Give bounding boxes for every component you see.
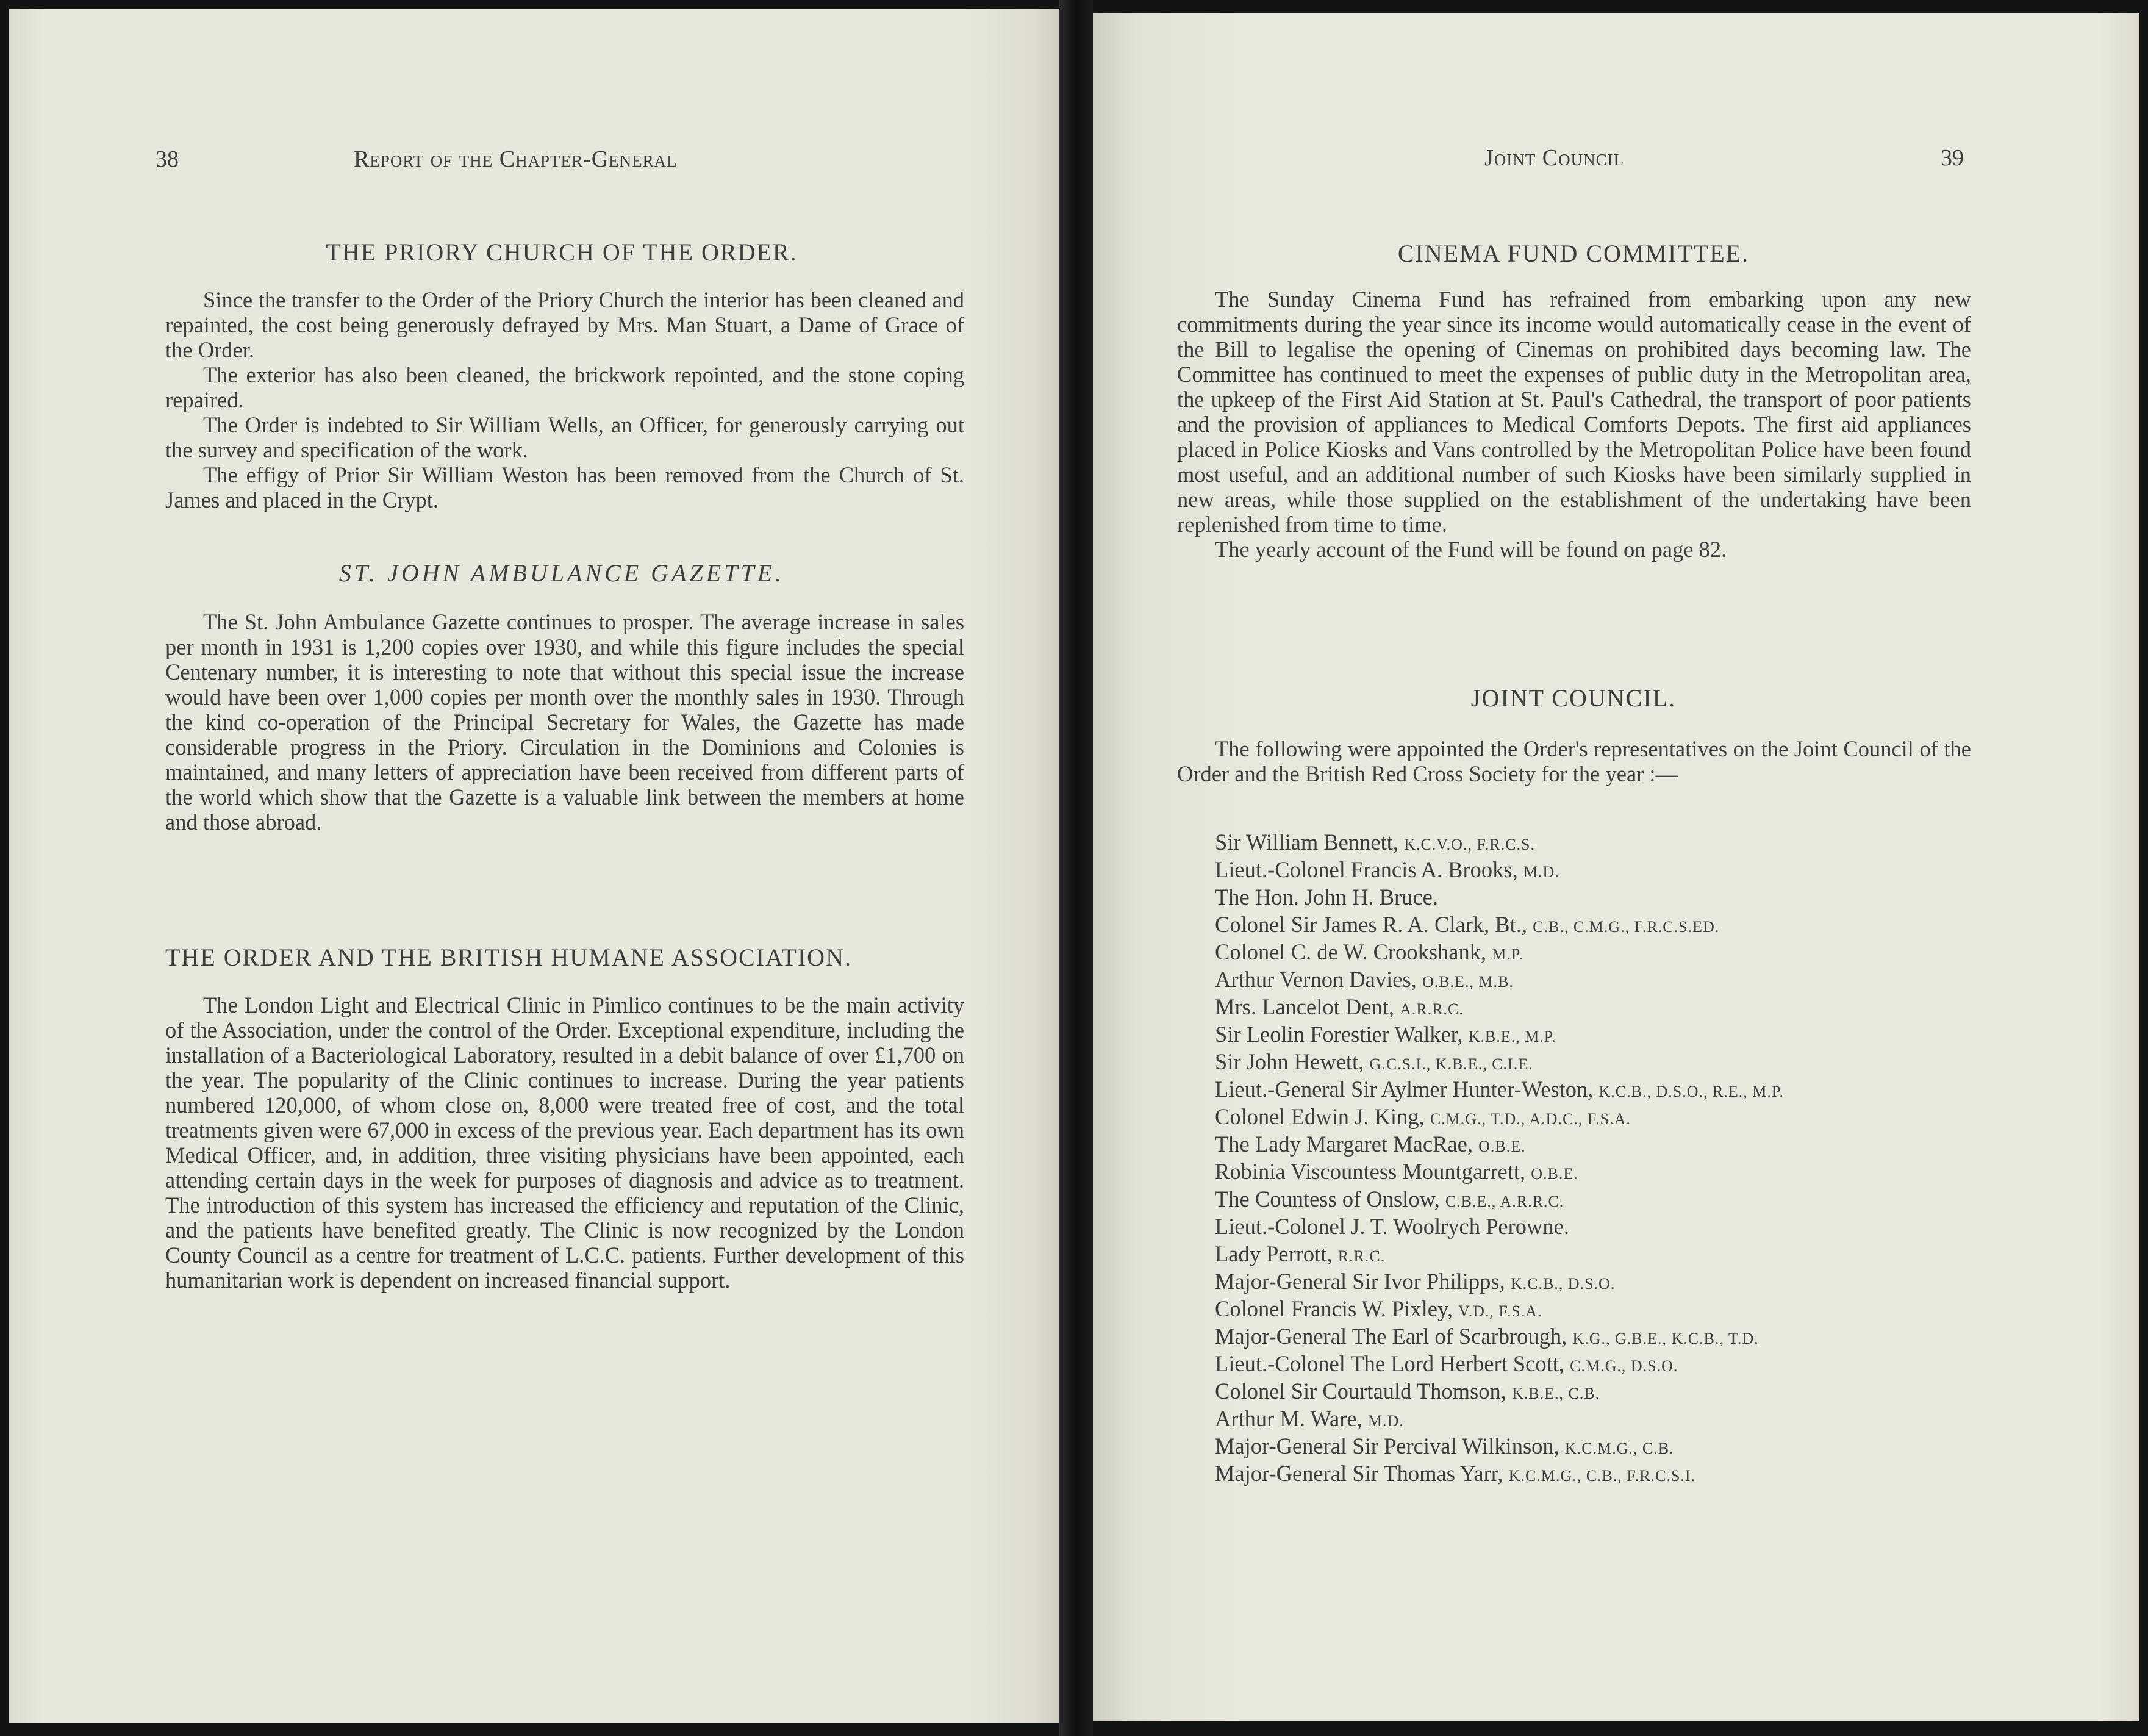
section-body — [165, 992, 964, 1293]
member-name: Major-General Sir Ivor Philipps, — [1215, 1269, 1505, 1294]
paragraph: The St. John Ambulance Gazette continues to prosper. The average increase in sales per month in 1931 is 1,200 copies over 1930, and while this figure includes the special Centenary number, it is interesting to note that without this special issue the increase would have been over 1,000 copies per month over the monthly sales in 1930. Through the kind co-operation of the Principal Secretary for Wales, the Gazette has made considerable progress in the Priory. Circulation in the Dominions and Colonies is maintained, and many letters of appreciation have been received from different parts of the world which show that the Gazette is a valuable link between the members at home and those abroad. — [165, 609, 964, 834]
page-number: 39 — [1941, 145, 1964, 171]
member-name: Sir William Bennett, — [1215, 830, 1398, 855]
member-entry — [1215, 1406, 1784, 1433]
member-name: The Hon. John H. Bruce. — [1215, 884, 1438, 909]
member-entry — [1215, 1324, 1784, 1351]
section-body — [1177, 736, 1971, 786]
left-page — [9, 9, 1059, 1723]
member-name: Lieut.-Colonel Francis A. Brooks, — [1215, 857, 1518, 882]
member-name: Lieut.-General Sir Aylmer Hunter-Weston, — [1215, 1077, 1594, 1102]
member-name: Arthur M. Ware, — [1215, 1406, 1362, 1431]
section-body — [1177, 287, 1971, 562]
member-honours: A.R.R.C. — [1400, 1000, 1464, 1018]
member-entry — [1215, 857, 1784, 884]
member-honours: K.B.E., C.B. — [1512, 1385, 1600, 1402]
member-entry — [1215, 1461, 1784, 1488]
member-entry — [1215, 1433, 1784, 1461]
member-name: Major-General Sir Thomas Yarr, — [1215, 1461, 1503, 1486]
member-honours: M.D. — [1367, 1412, 1404, 1430]
member-name: Colonel C. de W. Crookshank, — [1215, 939, 1487, 964]
member-name: Sir Leolin Forestier Walker, — [1215, 1022, 1463, 1047]
member-entry — [1215, 1296, 1784, 1324]
paragraph: The London Light and Electrical Clinic in Pimlico continues to be the main activity of the Association, under the control of the Order. Exceptional expenditure, including the installation of a Bacteriological Laboratory, resulted in a debit balance of over £1,700 on the year. The popularity of the Clinic continues to increase. During the year patients numbered 120,000, of whom close on, 8,000 were treated free of cost, and the total treatments given were 67,000 in excess of the previous year. Each department has its own Medical Officer, and, in addition, three visiting physicians have been appointed, each attending certain days in the week for purposes of diagnosis and advice as to treatment. The introduction of this system has increased the efficiency and reputation of the Clinic, and the patients have benefited greatly. The Clinic is now recognized by the London County Council as a centre for treatment of L.C.C. patients. Further development of this humanitarian work is dependent on increased financial support. — [165, 992, 964, 1293]
member-entry — [1215, 1022, 1784, 1049]
member-name: Mrs. Lancelot Dent, — [1215, 994, 1394, 1019]
member-name: The Countess of Onslow, — [1215, 1186, 1440, 1211]
section-heading: ST. JOHN AMBULANCE GAZETTE. — [338, 559, 785, 587]
member-entry — [1215, 830, 1784, 857]
right-page — [1093, 13, 2139, 1721]
member-name: Colonel Sir Courtauld Thomson, — [1215, 1379, 1506, 1404]
member-name: Arthur Vernon Davies, — [1215, 967, 1417, 992]
member-honours: K.C.V.O., F.R.C.S. — [1404, 836, 1535, 853]
book-gutter — [1059, 0, 1093, 1736]
member-entry — [1215, 1351, 1784, 1379]
member-name: Sir John Hewett, — [1215, 1049, 1364, 1074]
running-head: Report of the Chapter-General — [354, 146, 678, 172]
member-entry — [1215, 1241, 1784, 1269]
member-entry — [1215, 1214, 1784, 1241]
member-honours: V.D., F.S.A. — [1458, 1302, 1542, 1320]
paragraph: The Sunday Cinema Fund has refrained from embarking upon any new commitments during the year since its income would automatically cease in the event of the Bill to legalise the opening of Cinemas on prohibited days becoming law. The Committee has continued to meet the expenses of public duty in the Metropolitan area, the upkeep of the First Aid Station at St. Paul's Cathedral, the transport of poor patients and the provision of appliances to Medical Comforts Depots. The first aid appliances placed in Police Kiosks and Vans controlled by the Metropolitan Police have been found most useful, and an additional number of such Kiosks have been similarly supplied in new areas, while those supplied on the establishment of the undertaking have been replenished from time to time. — [1177, 287, 1971, 537]
member-entry — [1215, 967, 1784, 994]
section-body — [165, 609, 964, 834]
member-honours: O.B.E. — [1531, 1165, 1578, 1183]
paragraph: The yearly account of the Fund will be found on page 82. — [1215, 537, 1727, 562]
member-honours: C.M.G., T.D., A.D.C., F.S.A. — [1430, 1110, 1631, 1128]
member-honours: O.B.E. — [1478, 1138, 1526, 1155]
section-body — [165, 287, 964, 512]
member-entry — [1215, 1379, 1784, 1406]
paragraph: The exterior has also been cleaned, the brickwork repointed, and the stone coping repaired. — [165, 362, 964, 412]
member-entry — [1215, 994, 1784, 1022]
member-honours: K.G., G.B.E., K.C.B., T.D. — [1572, 1330, 1759, 1347]
member-name: Lady Perrott, — [1215, 1241, 1333, 1266]
member-honours: K.B.E., M.P. — [1468, 1028, 1556, 1046]
member-name: Lieut.-Colonel J. T. Woolrych Perowne. — [1215, 1214, 1569, 1239]
member-honours: K.C.M.G., C.B. — [1564, 1440, 1674, 1457]
section-heading: THE ORDER AND THE BRITISH HUMANE ASSOCIATION. — [165, 944, 852, 971]
member-honours: C.B., C.M.G., F.R.C.S.ED. — [1533, 918, 1720, 936]
joint-council-members — [1215, 830, 1784, 1488]
page-number: 38 — [156, 146, 179, 172]
member-honours: K.C.M.G., C.B., F.R.C.S.I. — [1508, 1467, 1696, 1485]
section-heading: JOINT COUNCIL. — [1470, 684, 1677, 712]
member-entry — [1215, 1132, 1784, 1159]
member-entry — [1215, 939, 1784, 967]
member-honours: K.C.B., D.S.O., R.E., M.P. — [1598, 1083, 1784, 1100]
member-name: Colonel Edwin J. King, — [1215, 1104, 1425, 1129]
member-entry — [1215, 884, 1784, 912]
member-honours: C.M.G., D.S.O. — [1570, 1357, 1678, 1375]
member-honours: M.D. — [1523, 863, 1559, 881]
member-name: Major-General The Earl of Scarbrough, — [1215, 1324, 1567, 1349]
member-honours: K.C.B., D.S.O. — [1510, 1275, 1616, 1293]
member-name: Lieut.-Colonel The Lord Herbert Scott, — [1215, 1351, 1565, 1376]
member-entry — [1215, 912, 1784, 939]
paragraph: The effigy of Prior Sir William Weston has been removed from the Church of St. James and placed in the Crypt. — [165, 462, 964, 512]
section-heading: CINEMA FUND COMMITTEE. — [1397, 240, 1750, 267]
member-honours: O.B.E., M.B. — [1422, 973, 1514, 991]
member-name: Major-General Sir Percival Wilkinson, — [1215, 1433, 1559, 1458]
member-entry — [1215, 1186, 1784, 1214]
member-entry — [1215, 1077, 1784, 1104]
member-honours: G.C.S.I., K.B.E., C.I.E. — [1369, 1055, 1533, 1073]
member-entry — [1215, 1104, 1784, 1132]
member-honours: R.R.C. — [1337, 1247, 1386, 1265]
member-entry — [1215, 1269, 1784, 1296]
member-entry — [1215, 1049, 1784, 1077]
member-honours: M.P. — [1492, 945, 1523, 963]
member-name: Colonel Sir James R. A. Clark, Bt., — [1215, 912, 1528, 937]
paragraph: Since the transfer to the Order of the Priory Church the interior has been cleaned and repainted, the cost being generously defrayed by Mrs. Man Stuart, a Dame of Grace of the Order. — [165, 287, 964, 362]
section-heading: THE PRIORY CHURCH OF THE ORDER. — [326, 239, 798, 266]
member-name: Robinia Viscountess Mountgarrett, — [1215, 1159, 1526, 1184]
member-entry — [1215, 1159, 1784, 1186]
paragraph: The Order is indebted to Sir William Wells, an Officer, for generously carrying out the survey and specification of the work. — [165, 412, 964, 462]
running-head: Joint Council — [1484, 145, 1625, 171]
member-honours: C.B.E., A.R.R.C. — [1445, 1193, 1564, 1210]
paragraph: The following were appointed the Order's representatives on the Joint Council of the Order and the British Red Cross Society for the year :— — [1177, 736, 1971, 786]
member-name: The Lady Margaret MacRae, — [1215, 1132, 1473, 1157]
member-name: Colonel Francis W. Pixley, — [1215, 1296, 1453, 1321]
